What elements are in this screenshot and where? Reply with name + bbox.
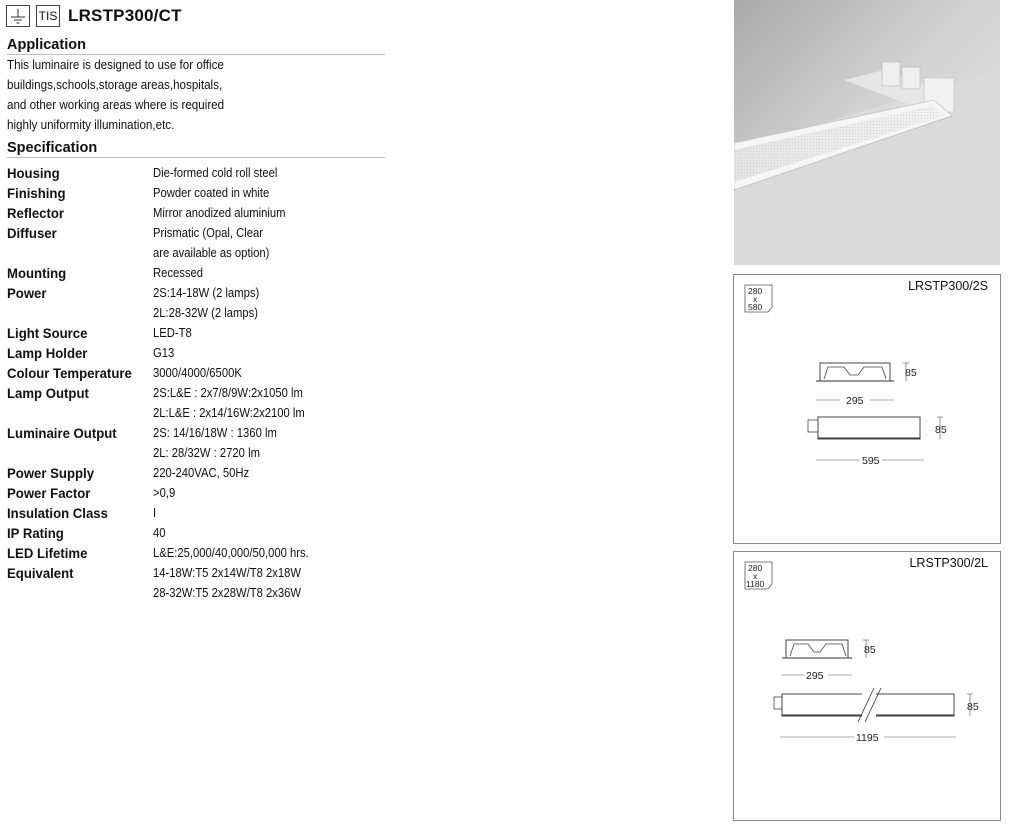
spec-values [153, 523, 387, 543]
spec-values [153, 483, 387, 503]
spec-value: are available as option) [153, 246, 270, 260]
spec-row [7, 203, 387, 223]
spec-value: LED-T8 [153, 326, 192, 340]
spec-values [153, 383, 387, 423]
spec-label: Luminaire Output [7, 425, 117, 441]
spec-row [7, 383, 387, 423]
spec-values [153, 163, 387, 183]
spec-row [7, 323, 387, 343]
length-dim: 1195 [856, 732, 879, 744]
spec-value: G13 [153, 346, 175, 360]
application-text [7, 55, 249, 135]
spec-value: 14-18W:T5 2x14W/T8 2x18W [153, 566, 301, 580]
spec-value: L&E:25,000/40,000/50,000 hrs. [153, 546, 309, 560]
spec-label: Lamp Output [7, 385, 89, 401]
spec-label: Equivalent [7, 565, 74, 581]
spec-value: Powder coated in white [153, 186, 270, 200]
spec-row [7, 423, 387, 463]
cutout-width: 280 [748, 286, 763, 296]
spec-label: Light Source [7, 325, 88, 341]
cutout-width: 280 [748, 563, 763, 573]
spec-row [7, 463, 387, 483]
ground-symbol-icon [6, 5, 30, 27]
spec-values [153, 223, 387, 263]
cross-section-drawing [782, 640, 869, 658]
spec-values [153, 563, 387, 603]
cross-section-drawing [816, 363, 909, 381]
spec-value: 40 [153, 526, 166, 540]
spec-row [7, 543, 387, 563]
height-dim-side: 85 [935, 424, 947, 436]
spec-row [7, 483, 387, 503]
application-line: buildings,schools,storage areas,hospitals, [7, 78, 223, 92]
application-line: highly uniformity illumination,etc. [7, 118, 175, 132]
spec-label: IP Rating [7, 525, 64, 541]
spec-values [153, 183, 387, 203]
spec-value: 2L:L&E : 2x14/16W:2x2100 lm [153, 406, 305, 420]
height-dim-side: 85 [967, 701, 979, 713]
spec-value: >0,9 [153, 486, 176, 500]
cutout-x: x [753, 294, 758, 304]
spec-values [153, 423, 387, 463]
dimension-panel-2s [733, 274, 1001, 544]
spec-values [153, 343, 387, 363]
spec-row [7, 163, 387, 183]
tis-text: TIS [38, 9, 58, 23]
height-dim-top: 85 [864, 644, 876, 656]
spec-row [7, 183, 387, 203]
spec-label: Lamp Holder [7, 345, 88, 361]
specification-heading: Specification [7, 139, 385, 158]
spec-value: 2L: 28/32W : 2720 lm [153, 446, 260, 460]
spec-values [153, 463, 387, 483]
spec-value: Mirror anodized aluminium [153, 206, 286, 220]
spec-value: 28-32W:T5 2x28W/T8 2x36W [153, 586, 301, 600]
specification-table [7, 163, 387, 603]
spec-label: Housing [7, 165, 60, 181]
spec-value: 3000/4000/6500K [153, 366, 242, 380]
spec-row [7, 283, 387, 323]
spec-label: Finishing [7, 185, 66, 201]
spec-label: LED Lifetime [7, 545, 88, 561]
spec-value: 220-240VAC, 50Hz [153, 466, 250, 480]
spec-row [7, 523, 387, 543]
spec-values [153, 503, 387, 523]
spec-row [7, 503, 387, 523]
panel-title: LRSTP300/2L [909, 556, 988, 570]
header [6, 3, 182, 29]
spec-label: Power [7, 285, 47, 301]
spec-values [153, 323, 387, 343]
spec-row [7, 343, 387, 363]
application-line: This luminaire is designed to use for office [7, 58, 224, 72]
spec-value: 2S:L&E : 2x7/8/9W:2x1050 lm [153, 386, 303, 400]
application-heading: Application [7, 36, 385, 55]
spec-label: Mounting [7, 265, 67, 281]
spec-value: Recessed [153, 266, 204, 280]
spec-value: 2L:28-32W (2 lamps) [153, 306, 259, 320]
spec-row [7, 223, 387, 263]
side-view-drawing [774, 688, 973, 722]
application-line: and other working areas where is required [7, 98, 225, 112]
spec-value: Prismatic (Opal, Clear [153, 226, 264, 240]
spec-label: Power Supply [7, 465, 95, 481]
spec-label: Power Factor [7, 485, 91, 501]
cutout-length: 580 [748, 302, 763, 312]
panel-title: LRSTP300/2S [908, 279, 988, 293]
spec-label: Insulation Class [7, 505, 108, 521]
width-dim: 295 [846, 395, 864, 407]
spec-values [153, 263, 387, 283]
spec-value: Die-formed cold roll steel [153, 166, 278, 180]
side-view-drawing [808, 417, 943, 439]
spec-row [7, 363, 387, 383]
tis-standard-icon [36, 5, 60, 27]
model-title: LRSTP300/CT [68, 6, 182, 25]
height-dim-top: 85 [905, 367, 917, 379]
spec-label: Colour Temperature [7, 365, 132, 381]
spec-row [7, 563, 387, 603]
width-dim: 295 [806, 670, 824, 682]
cutout-x: x [753, 571, 758, 581]
cutout-length: 1180 [746, 579, 765, 589]
spec-label: Reflector [7, 205, 65, 221]
spec-values [153, 363, 387, 383]
spec-value: I [153, 506, 157, 520]
spec-label: Diffuser [7, 225, 57, 241]
spec-values [153, 543, 387, 563]
product-photo [734, 0, 1000, 265]
dimension-panel-2l [733, 551, 1001, 821]
spec-values [153, 203, 387, 223]
length-dim: 595 [862, 455, 880, 467]
spec-value: 2S: 14/16/18W : 1360 lm [153, 426, 277, 440]
spec-row [7, 263, 387, 283]
spec-values [153, 283, 387, 323]
spec-value: 2S:14-18W (2 lamps) [153, 286, 260, 300]
